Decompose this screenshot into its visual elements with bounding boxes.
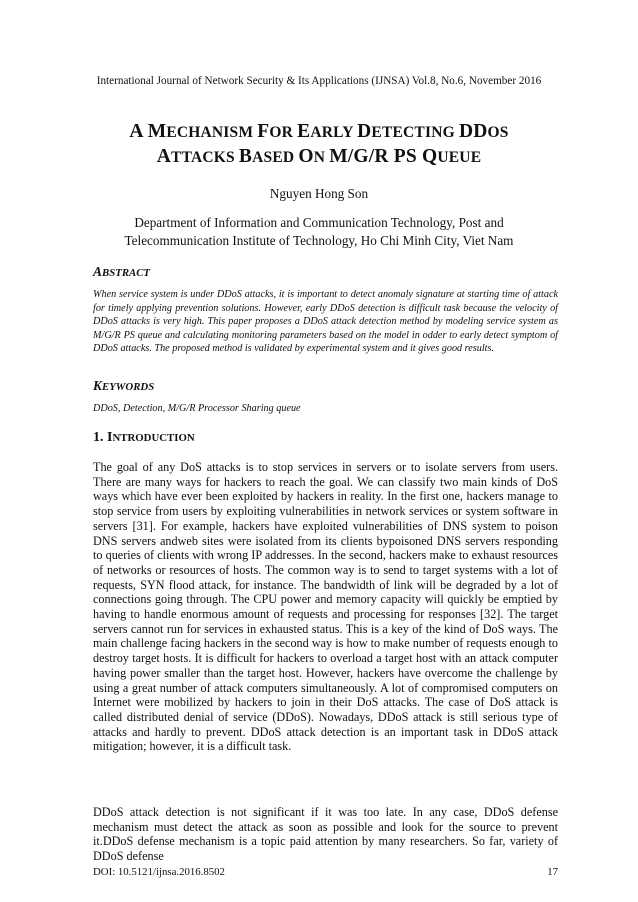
footer-doi: DOI: 10.5121/ijnsa.2016.8502	[93, 866, 225, 878]
introduction-paragraph-2: DDoS attack detection is not significant if it was too late. In any case, DDoS defense mechanism must detect the attack as soon as possible and look for the source to prevent it.DDoS defense mechanism is a topic paid attention by many researchers. So far, variety of DDoS defense	[93, 805, 558, 864]
title-word: DDOS	[458, 121, 509, 142]
abstract-heading: ABSTRACT	[93, 264, 151, 279]
abstract-text: When service system is under DDoS attacks, it is important to detect anomaly signature at starting time of attack for timely applying prevention solutions. However, early DDoS detection is difficult task because the velocity of DDoS attacks is very high. This paper proposes a DDoS attack detection method by modeling service system as M/G/R PS queue and calculating monitoring parameters based on the model in odder to early detect symptom of DDoS attacks. The proposed method is validated by experimental system and it gives good results.	[93, 289, 558, 355]
journal-running-header: International Journal of Network Security & Its Applications (IJNSA) Vol.8, No.6, November 2016	[96, 75, 542, 87]
author-affiliation	[40, 214, 598, 249]
title-word: QUEUE	[422, 146, 482, 167]
affiliation-line-1: Department of Information and Communication Technology, Post and	[134, 215, 504, 230]
title-word: ON	[298, 146, 330, 167]
title-word: MECHANISM	[147, 121, 258, 142]
title-word: EARLY	[297, 121, 358, 142]
introduction-heading: 1. INTRODUCTION	[93, 430, 195, 445]
title-line-2	[40, 145, 598, 170]
title-word: FOR	[257, 121, 298, 142]
author-name: Nguyen Hong Son	[269, 186, 369, 201]
affiliation-line-2: Telecommunication Institute of Technology, Ho Chi Minh City, Viet Nam	[124, 232, 514, 248]
title-word: M/G/R PS	[329, 146, 422, 167]
title-word: A	[129, 121, 148, 142]
title-word: DETECTING	[357, 121, 459, 142]
introduction-paragraph-1: The goal of any DoS attacks is to stop services in servers or to isolate servers from users. There are many ways for hackers to reach the goal. We can classify two main kinds of DoS ways which have ever been exploited by hackers in reality. In the first one, hackers manage to stop service from users by exploiting vulnerabilities in network services or system software in servers [31]. For example, hackers have exploited vulnerabilities of DNS system to poison DNS servers andweb sites were isolated from its clients bypoisoned DNS servers responding to queries of clients with wrong IP addresses. In the second, hackers make to exhaust resources of networks or resources of hosts. The common way is to send to target systems with a lot of requests, SYN flood attack, for instance. The bandwidth of link will be degraded by a lot of connections going through. The CPU power and memory capacity will quickly be emptied by having to handle enormous amount of requests and processing for responses [32]. The target servers cannot run for services in exhausted status. This is a key of the kind of DoS ways. The main challenge facing hackers in the second way is how to make number of requests enough to destroy target hosts. It is difficult for hackers to overload a target host with an attack computer having power smaller than the target host. However, hackers have overcome the challenge by using a great number of attack computers simultaneously. A lot of compromised computers on Internet were mobilized by hackers to join in their DoS attacks. The case of DoS attack is called distributed denial of service (DDoS). Nowadays, DDoS attack is still serious type of attacks and hardly to prevent. DDoS attack detection is an important task in DDoS attack mitigation; however, it is a difficult task.	[93, 460, 558, 754]
keywords-heading: KEYWORDS	[93, 378, 155, 393]
title-word: BASED	[238, 146, 299, 167]
title-line-1	[40, 120, 598, 145]
paper-title	[40, 120, 598, 170]
title-word: ATTACKS	[156, 146, 239, 167]
keywords-text: DDoS, Detection, M/G/R Processor Sharing queue	[93, 403, 301, 414]
footer-page-number: 17	[547, 866, 558, 878]
